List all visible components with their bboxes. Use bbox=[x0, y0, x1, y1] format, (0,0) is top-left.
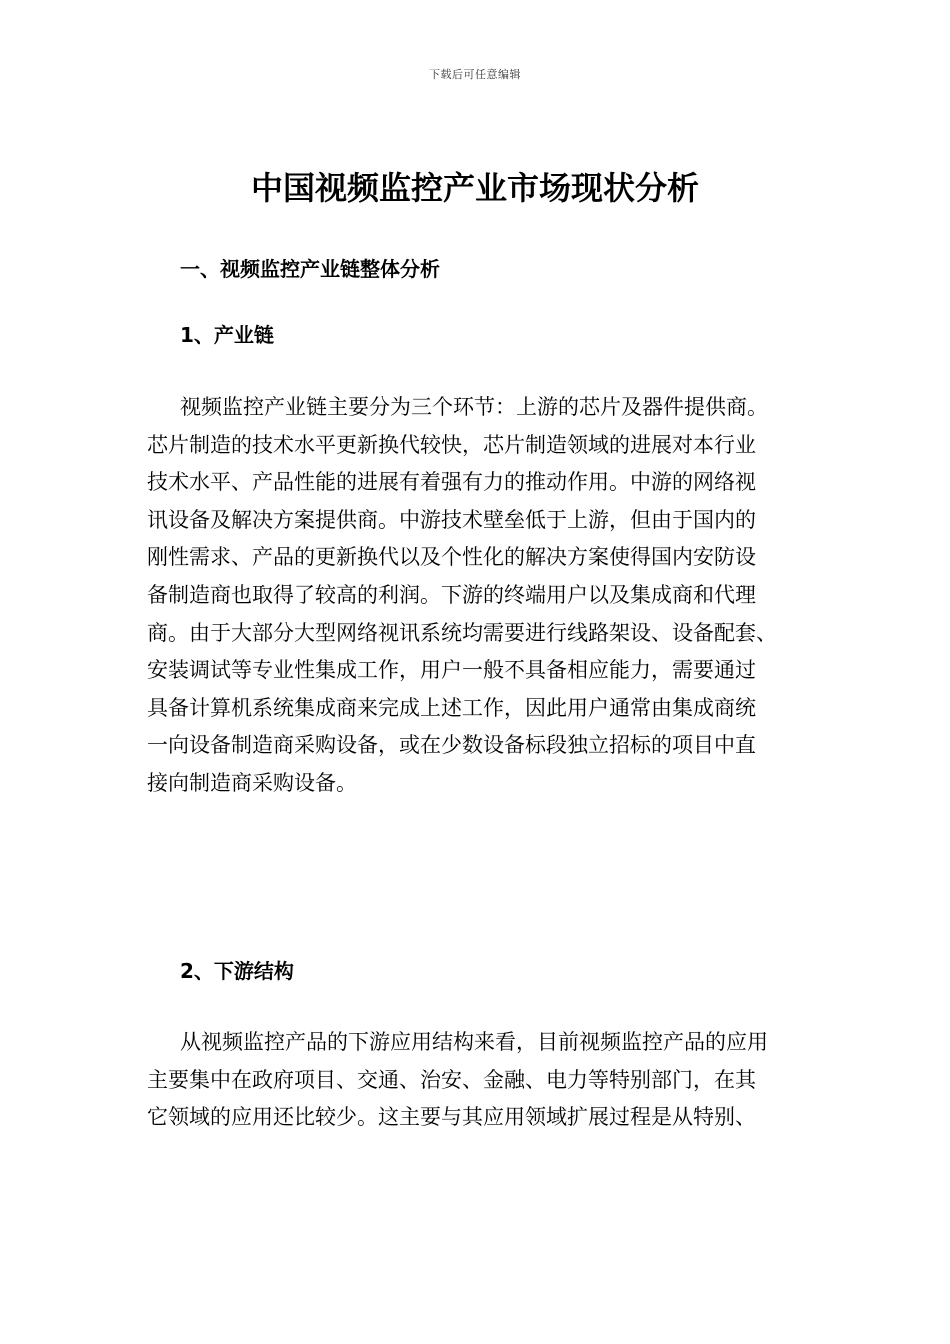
paragraph-line: 从视频监控产品的下游应用结构来看，目前视频监控产品的应用 bbox=[180, 1030, 768, 1054]
paragraph-line: 讯设备及解决方案提供商。中游技术壁垒低于上游，但由于国内的 bbox=[147, 507, 756, 532]
paragraph-line: 安装调试等专业性集成工作，用户一般不具备相应能力，需要通过 bbox=[147, 658, 756, 683]
paragraph-line: 它领域的应用还比较少。这主要与其应用领域扩展过程是从特别、 bbox=[147, 1105, 756, 1130]
paragraph-line: 商。由于大部分大型网络视讯系统均需要进行线路架设、设备配套、 bbox=[147, 620, 777, 645]
subsection-heading-downstream-structure: 2、下游结构 bbox=[180, 959, 294, 983]
paragraph-line: 技术水平、产品性能的进展有着强有力的推动作用。中游的网络视 bbox=[147, 470, 756, 495]
paragraph-line: 视频监控产业链主要分为三个环节：上游的芯片及器件提供商。 bbox=[180, 395, 768, 419]
paragraph-downstream-structure bbox=[147, 1024, 817, 1137]
paragraph-line: 主要集中在政府项目、交通、治安、金融、电力等特别部门，在其 bbox=[147, 1067, 756, 1092]
paragraph-line: 接向制造商采购设备。 bbox=[147, 770, 357, 795]
paragraph-line: 芯片制造的技术水平更新换代较快，芯片制造领域的进展对本行业 bbox=[147, 432, 756, 457]
document-title: 中国视频监控产业市场现状分析 bbox=[250, 169, 699, 207]
paragraph-industry-chain bbox=[147, 389, 817, 803]
paragraph-line: 备制造商也取得了较高的利润。下游的终端用户以及集成商和代理 bbox=[147, 582, 756, 607]
page-header: 下载后可任意编辑 bbox=[429, 68, 521, 81]
paragraph-line: 刚性需求、产品的更新换代以及个性化的解决方案使得国内安防设 bbox=[147, 545, 756, 570]
paragraph-line: 一向设备制造商采购设备，或在少数设备标段独立招标的项目中直 bbox=[147, 733, 756, 758]
paragraph-line: 具备计算机系统集成商来完成上述工作，因此用户通常由集成商统 bbox=[147, 695, 756, 720]
section-heading: 一、视频监控产业链整体分析 bbox=[180, 257, 440, 281]
subsection-heading-industry-chain: 1、产业链 bbox=[180, 323, 274, 347]
